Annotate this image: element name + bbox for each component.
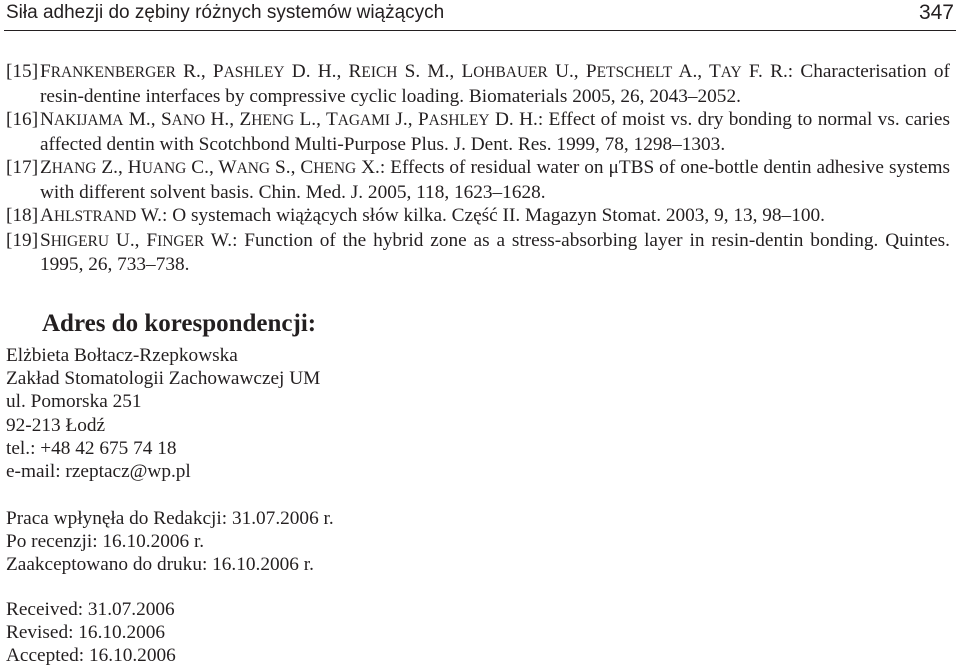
author-surname-rest: AKIJAMA bbox=[53, 112, 124, 129]
author-surname-initial: T bbox=[325, 109, 338, 130]
reference-author bbox=[40, 230, 146, 251]
author-surname-initial: T bbox=[708, 61, 721, 82]
running-header bbox=[4, 0, 956, 31]
reference-item bbox=[6, 156, 950, 204]
author-initials: M., bbox=[123, 109, 161, 130]
reference-number: [18] bbox=[6, 205, 39, 226]
reference-text bbox=[40, 229, 950, 277]
author-surname-rest: ANG bbox=[236, 160, 271, 177]
author-initials: W. bbox=[136, 205, 163, 226]
reference-author bbox=[40, 205, 162, 226]
author-surname-rest: OHBAUER bbox=[473, 64, 548, 81]
date-received: Received: 31.07.2006 bbox=[6, 599, 175, 620]
running-title: Siła adhezji do zębiny różnych systemów wiążących bbox=[6, 2, 445, 23]
reference-author bbox=[239, 109, 326, 130]
author-initials: U., bbox=[109, 229, 147, 251]
street: ul. Pomorska 251 bbox=[6, 391, 142, 413]
author-surname-rest: ASHLEY bbox=[428, 112, 490, 129]
correspondence-address bbox=[6, 344, 320, 483]
author-initials: W. bbox=[204, 229, 233, 251]
author-initials: Z., bbox=[96, 157, 128, 178]
author-initials: S. M., bbox=[397, 61, 462, 82]
author-surname-initial: A bbox=[40, 205, 54, 226]
department: Zakład Stomatologii Zachowawczej UM bbox=[6, 368, 321, 390]
reference-number: [16] bbox=[6, 109, 39, 130]
reference-authors bbox=[40, 61, 788, 82]
reference-author bbox=[40, 61, 213, 82]
phone: tel.: +48 42 675 74 18 bbox=[6, 437, 177, 459]
author-surname-rest: ETSCHELT bbox=[596, 64, 673, 81]
reference-author bbox=[418, 109, 538, 130]
author-surname-initial: Z bbox=[40, 157, 52, 178]
author-initials: R., bbox=[175, 61, 213, 82]
reference-item bbox=[6, 229, 950, 277]
author-surname-rest: HLSTRAND bbox=[53, 208, 137, 225]
reference-author bbox=[161, 109, 240, 130]
date-accepted-pl: Zaakceptowano do druku: 16.10.2006 r. bbox=[6, 554, 314, 576]
reference-author bbox=[326, 109, 418, 130]
reference-author bbox=[213, 61, 349, 82]
author-surname-rest: EICH bbox=[361, 64, 398, 81]
reference-authors bbox=[40, 230, 232, 251]
author-surname-initial: C bbox=[300, 157, 314, 178]
author-surname-initial: P bbox=[212, 61, 224, 82]
date-accepted: Accepted: 16.10.2006 bbox=[6, 645, 176, 667]
reference-author bbox=[300, 157, 379, 178]
author-initials: C., bbox=[186, 157, 219, 178]
author-surname-initial: Z bbox=[239, 109, 252, 130]
reference-item bbox=[6, 60, 950, 108]
reference-body: : Function of the hybrid zone as a stress-absorbing layer in resin-dentin bonding. Quintes. 1995, 26, 733–738. bbox=[40, 229, 950, 275]
date-revised-pl: Po recenzji: 16.10.2006 r. bbox=[6, 531, 205, 553]
author-surname-initial: S bbox=[160, 109, 172, 130]
reference-author bbox=[218, 157, 300, 178]
author-surname-initial: H bbox=[127, 157, 142, 178]
author-name: Elżbieta Bołtacz-Rzepkowska bbox=[6, 345, 238, 366]
reference-list bbox=[6, 60, 950, 277]
reference-body: : Effects of residual water on μTBS of one-bottle dentin adhesive systems with different solvent basis. Chin. Med. J. 2005, 118, 1623–1628. bbox=[40, 157, 951, 203]
email: e-mail: rzeptacz@wp.pl bbox=[6, 461, 191, 483]
author-initials: U., bbox=[547, 61, 586, 82]
reference-body: : O systemach wiążących słów kilka. Część II. Magazyn Stomat. 2003, 9, 13, 98–100. bbox=[162, 205, 825, 226]
author-initials: S., bbox=[270, 157, 301, 178]
reference-authors bbox=[40, 157, 380, 178]
correspondence-title: Adres do korespondencji: bbox=[42, 310, 317, 337]
author-initials: L., bbox=[294, 109, 326, 130]
reference-author bbox=[40, 157, 128, 178]
reference-text bbox=[40, 156, 950, 204]
author-surname-rest: RANKENBERGER bbox=[50, 64, 176, 81]
reference-body: : Characterisation of resin-dentine interfaces by compressive cyclic loading. Biomaterials 2005, 26, 2043–2052. bbox=[40, 61, 950, 107]
author-initials: X. bbox=[356, 157, 380, 178]
page-number: 347 bbox=[918, 1, 954, 24]
author-initials: A., bbox=[672, 61, 709, 82]
author-surname-initial: F bbox=[146, 229, 158, 251]
reference-author bbox=[461, 61, 585, 82]
author-surname-initial: W bbox=[218, 157, 237, 178]
author-surname-rest: ANO bbox=[171, 112, 206, 129]
reference-author bbox=[146, 230, 232, 251]
reference-text bbox=[40, 108, 950, 156]
reference-author bbox=[586, 61, 709, 82]
reference-number: [17] bbox=[6, 157, 39, 178]
reference-text bbox=[40, 60, 950, 108]
author-initials: J., bbox=[390, 109, 418, 130]
author-surname-rest: HIGERU bbox=[50, 232, 110, 250]
author-surname-rest: HENG bbox=[313, 160, 357, 177]
author-initials: D. H. bbox=[489, 109, 538, 130]
author-surname-rest: AY bbox=[720, 64, 742, 81]
author-surname-initial: P bbox=[417, 109, 429, 130]
reference-text bbox=[40, 204, 950, 229]
author-initials: F. R. bbox=[741, 61, 788, 82]
reference-author bbox=[40, 109, 161, 130]
reference-item bbox=[6, 108, 950, 156]
author-initials: H., bbox=[205, 109, 240, 130]
date-received-pl: Praca wpłynęła do Redakcji: 31.07.2006 r. bbox=[6, 508, 334, 529]
author-surname-rest: HANG bbox=[51, 160, 97, 177]
author-surname-rest: ASHLEY bbox=[223, 64, 285, 81]
author-surname-rest: AGAMI bbox=[337, 112, 391, 129]
author-surname-initial: S bbox=[40, 229, 51, 251]
date-revised: Revised: 16.10.2006 bbox=[6, 622, 166, 644]
author-surname-initial: F bbox=[40, 61, 51, 82]
reference-number: [15] bbox=[6, 61, 39, 82]
reference-body: : Effect of moist vs. dry bonding to normal vs. caries affected dentin with Scotchbond Multi-Purpose Plus. J. Dent. Res. 1999, 78, 1298–1303. bbox=[40, 109, 950, 155]
author-surname-initial: L bbox=[461, 61, 474, 82]
author-surname-initial: R bbox=[348, 61, 362, 82]
reference-authors bbox=[40, 109, 538, 130]
author-surname-initial: N bbox=[40, 109, 54, 130]
reference-author bbox=[128, 157, 219, 178]
postal-city: 92-213 Łodź bbox=[6, 414, 106, 436]
author-surname-initial: P bbox=[585, 61, 597, 82]
author-surname-rest: HENG bbox=[251, 112, 295, 129]
reference-number: [19] bbox=[6, 229, 39, 251]
reference-authors bbox=[40, 205, 162, 226]
reference-item bbox=[6, 204, 950, 229]
author-initials: D. H., bbox=[284, 61, 349, 82]
author-surname-rest: INGER bbox=[157, 232, 205, 250]
reference-author bbox=[709, 61, 788, 82]
author-surname-rest: UANG bbox=[141, 160, 187, 177]
reference-author bbox=[349, 61, 462, 82]
dates-english bbox=[6, 598, 176, 668]
dates-polish bbox=[6, 507, 334, 577]
